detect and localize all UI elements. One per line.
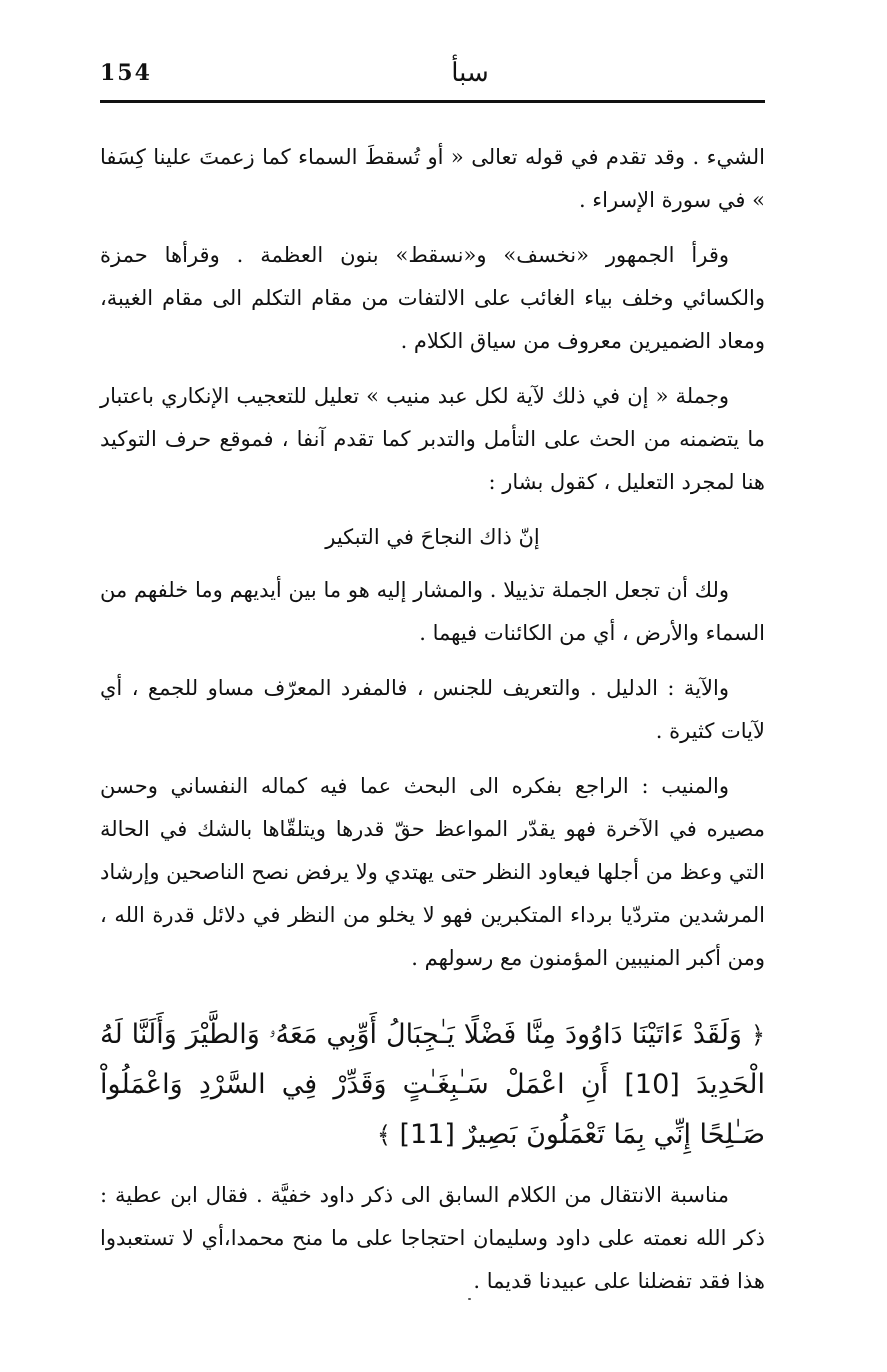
running-title: سبأ (451, 58, 489, 88)
paragraph-3: وجملة « إن في ذلك لآية لكل عبد منيب » تعليل للتعجيب الإنكاري باعتبار ما يتضمنه من الحث على التأمل والتدبر كما تقدم آنفا ، فموقع حرف التوكيد هنا لمجرد التعليل ، كقول بشار : (100, 384, 765, 494)
scan-speck (468, 1298, 471, 1300)
paragraph-5: والآية : الدليل . والتعريف للجنس ، فالمفرد المعرّف مساو للجمع ، أي لآيات كثيرة . (100, 676, 765, 743)
body-text (100, 136, 765, 1315)
paragraph-7: مناسبة الانتقال من الكلام السابق الى ذكر داود خفيَّة . فقال ابن عطية : ذكر الله نعمته على داود وسليمان احتجاجا على ما منح محمدا،أي لا تستعبدوا هذا فقد تفضلنا على عبيدنا قديما . (100, 1183, 765, 1293)
close-ornament-icon: ﴾ (376, 1121, 391, 1149)
poetry-verse: إنّ ذاك النجاحَ في التبكير (325, 525, 540, 549)
quran-verse-text: وَلَقَدْ ءَاتَيْنَا دَاوُودَ مِنَّا فَضْلًا يَـٰجِبَالُ أَوِّبِي مَعَهُۥ وَالطَّيْرَ وَأَلَنَّا لَهُ الْحَدِيدَ [10] أَنِ اعْمَلْ سَـٰبِغَـٰتٍ وَقَدِّرْ فِي السَّرْدِ وَاعْمَلُواْ صَـٰلِحًا إِنِّي بِمَا تَعْمَلُونَ بَصِيرٌ [11] (100, 1019, 765, 1150)
paragraph-6: والمنيب : الراجع بفكره الى البحث عما فيه كماله النفساني وحسن مصيره في الآخرة فهو يقدّر المواعظ حقّ قدرها ويتلقّاها بالشك في الحالة التي وعظ من أجلها فيعاود النظر حتى يهتدي ولا يرفض نصح الناصحين وإرشاد المرشدين متردّيا برداء المتكبرين فهو لا يخلو من النظر في دلائل قدرة الله ، ومن أكبر المنيبين المؤمنون مع رسولهم . (100, 774, 765, 970)
paragraph-2: وقرأ الجمهور «نخسف» و«نسقط» بنون العظمة . وقرأها حمزة والكسائي وخلف بياء الغائب على الالتفات من مقام التكلم الى مقام الغيبة، ومعاد الضميرين معروف من سياق الكلام . (100, 243, 765, 353)
paragraph-4: ولك أن تجعل الجملة تذييلا . والمشار إليه هو ما بين أيديهم وما خلفهم من السماء والأرض ، أي من الكائنات فيهما . (100, 578, 765, 645)
page-header (100, 60, 765, 100)
open-ornament-icon: ﴿ (750, 1021, 765, 1049)
header-rule (100, 100, 765, 103)
page-number: 154 (100, 60, 152, 86)
quran-verse (100, 1010, 765, 1160)
paragraph-1: الشيء . وقد تقدم في قوله تعالى « أو تُسقطَ السماء كما زعمتَ علينا كِسَفا » في سورة الإسراء . (100, 145, 765, 212)
